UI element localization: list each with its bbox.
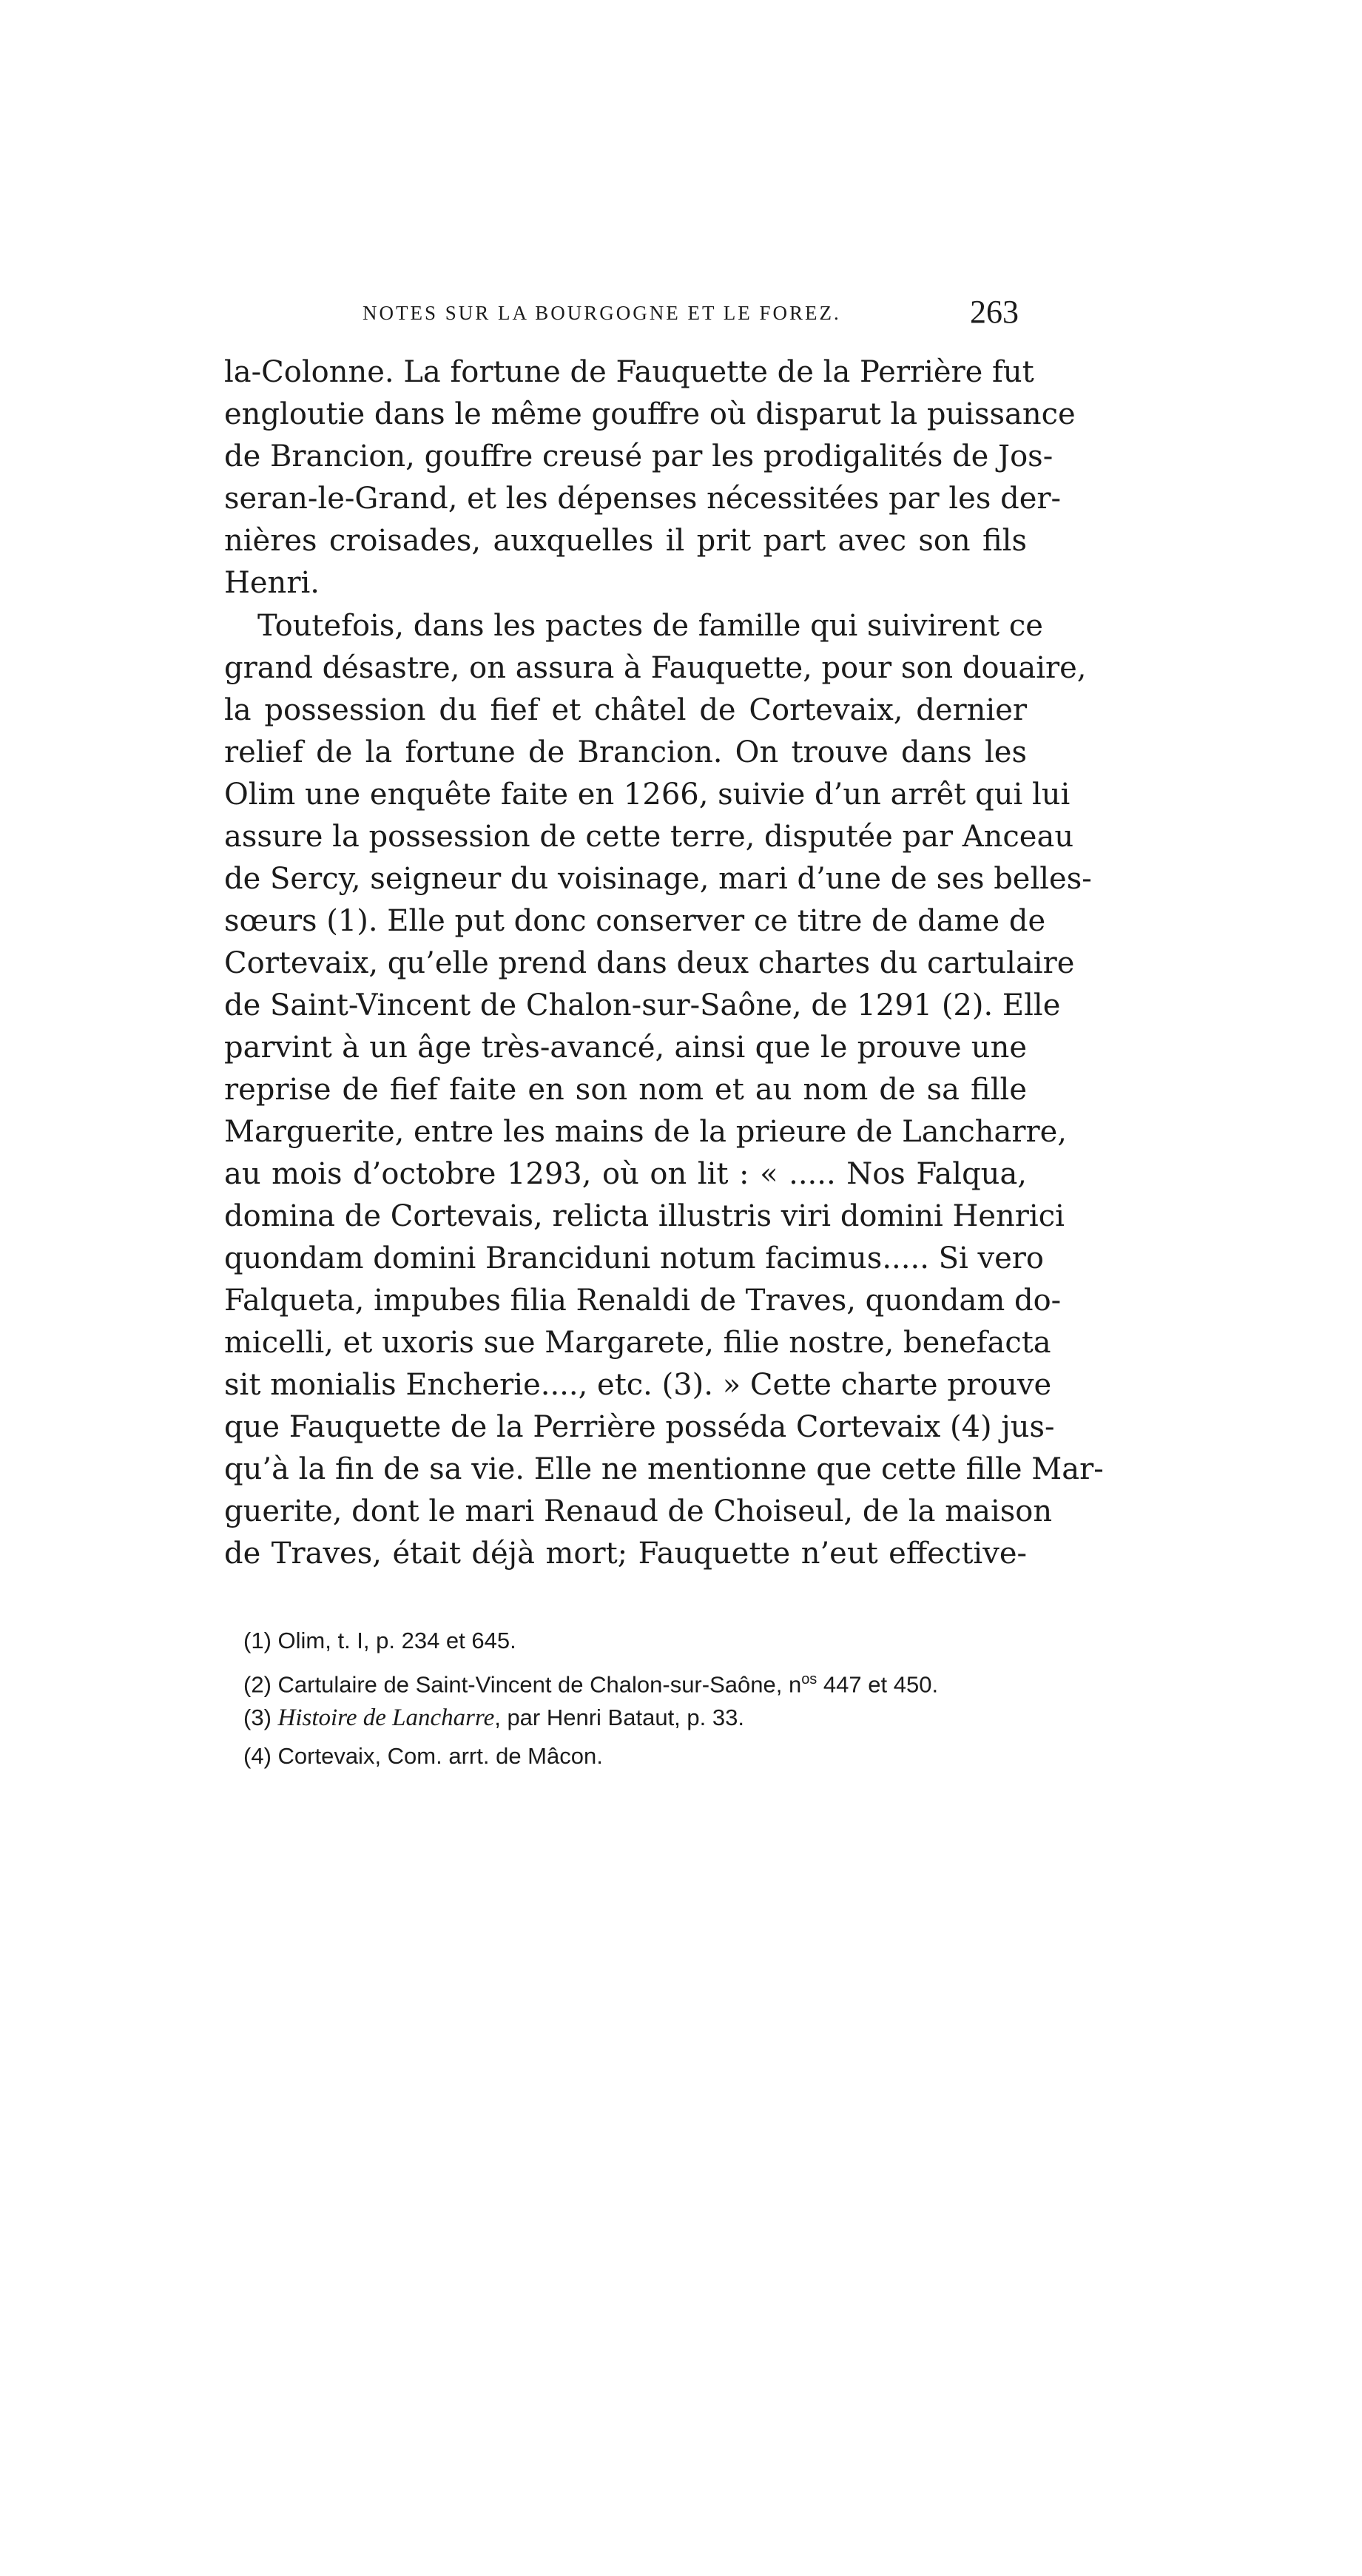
body-line: engloutie dans le même gouffre où disparut la puissance: [224, 397, 1076, 431]
body-line: Cortevaix, qu’elle prend dans deux chartes du cartulaire: [224, 946, 1075, 980]
footnote-2: [243, 1664, 1028, 1700]
footnote-text-after: , par Henri Bataut, p. 33.: [494, 1705, 744, 1730]
footnote-marker: (1): [243, 1628, 272, 1653]
body-line: parvint à un âge très-avancé, ainsi que le prouve une: [224, 1031, 1027, 1065]
body-line: Toutefois, dans les pactes de famille qui suivirent ce: [257, 609, 1043, 643]
footnote-book-title: Histoire de Lancharre: [277, 1705, 495, 1731]
body-line: Marguerite, entre les mains de la prieure de Lancharre,: [224, 1115, 1067, 1149]
body-line: relief de la fortune de Brancion. On trouve dans les: [224, 735, 1027, 769]
body-line: de Sercy, seigneur du voisinage, mari d’une de ses belles-: [224, 862, 1092, 896]
footnote-text: Olim, t. I, p. 234 et 645.: [277, 1628, 516, 1653]
page-number: 263: [970, 294, 1019, 330]
footnote-marker: (3): [243, 1705, 272, 1730]
body-line: reprise de fief faite en son nom et au nom de sa fille: [224, 1073, 1027, 1107]
footnote-marker: (2): [243, 1671, 272, 1698]
body-line: quondam domini Branciduni notum facimus..... Si vero: [224, 1241, 1045, 1275]
body-line: guerite, dont le mari Renaud de Choiseul, de la maison: [224, 1494, 1053, 1528]
body-line: de Saint-Vincent de Chalon-sur-Saône, de 1291 (2). Elle: [224, 988, 1061, 1022]
body-line: de Traves, était déjà mort; Fauquette n’eut effective-: [224, 1537, 1027, 1571]
footnote-4: [243, 1741, 1028, 1772]
body-line: au mois d’octobre 1293, où on lit : « ..... Nos Falqua,: [224, 1157, 1027, 1191]
body-line: de Brancion, gouffre creusé par les prodigalités de Jos-: [224, 439, 1053, 473]
body-line: que Fauquette de la Perrière posséda Cortevaix (4) jus-: [224, 1410, 1055, 1444]
running-title: NOTES SUR LA BOURGOGNE ET LE FOREZ.: [363, 302, 841, 324]
body-line: sit monialis Encherie...., etc. (3). » Cette charte prouve: [224, 1368, 1052, 1402]
body-line: la possession du fief et châtel de Cortevaix, dernier: [224, 693, 1027, 727]
body-line: domina de Cortevais, relicta illustris viri domini Henrici: [224, 1199, 1065, 1233]
footnote-text: Cartulaire de Saint-Vincent de Chalon-sur-Saône, n: [277, 1671, 802, 1698]
body-line: sœurs (1). Elle put donc conserver ce titre de dame de: [224, 904, 1046, 938]
footnote-text: Cortevaix, Com. arrt. de Mâcon.: [277, 1743, 603, 1769]
body-line: Henri.: [224, 566, 320, 600]
footnote-3: [243, 1702, 1028, 1733]
body-line: assure la possession de cette terre, disputée par Anceau: [224, 820, 1074, 854]
footnote-superscript: os: [801, 1671, 817, 1687]
footnote-marker: (4): [243, 1743, 272, 1769]
footnote-1: [243, 1625, 1028, 1656]
body-line: Falqueta, impubes filia Renaldi de Traves, quondam do-: [224, 1284, 1062, 1318]
body-line: la-Colonne. La fortune de Fauquette de la Perrière fut: [224, 355, 1034, 389]
body-line: qu’à la fin de sa vie. Elle ne mentionne que cette fille Mar-: [224, 1452, 1104, 1486]
footnote-text-after: 447 et 450.: [817, 1671, 939, 1698]
body-line: micelli, et uxoris sue Margarete, filie nostre, benefacta: [224, 1326, 1051, 1360]
body-line: seran-le-Grand, et les dépenses nécessitées par les der-: [224, 482, 1061, 516]
body-line: grand désastre, on assura à Fauquette, pour son douaire,: [224, 651, 1087, 685]
body-line: nières croisades, auxquelles il prit part avec son fils: [224, 524, 1027, 558]
body-line: Olim une enquête faite en 1266, suivie d’un arrêt qui lui: [224, 778, 1071, 812]
